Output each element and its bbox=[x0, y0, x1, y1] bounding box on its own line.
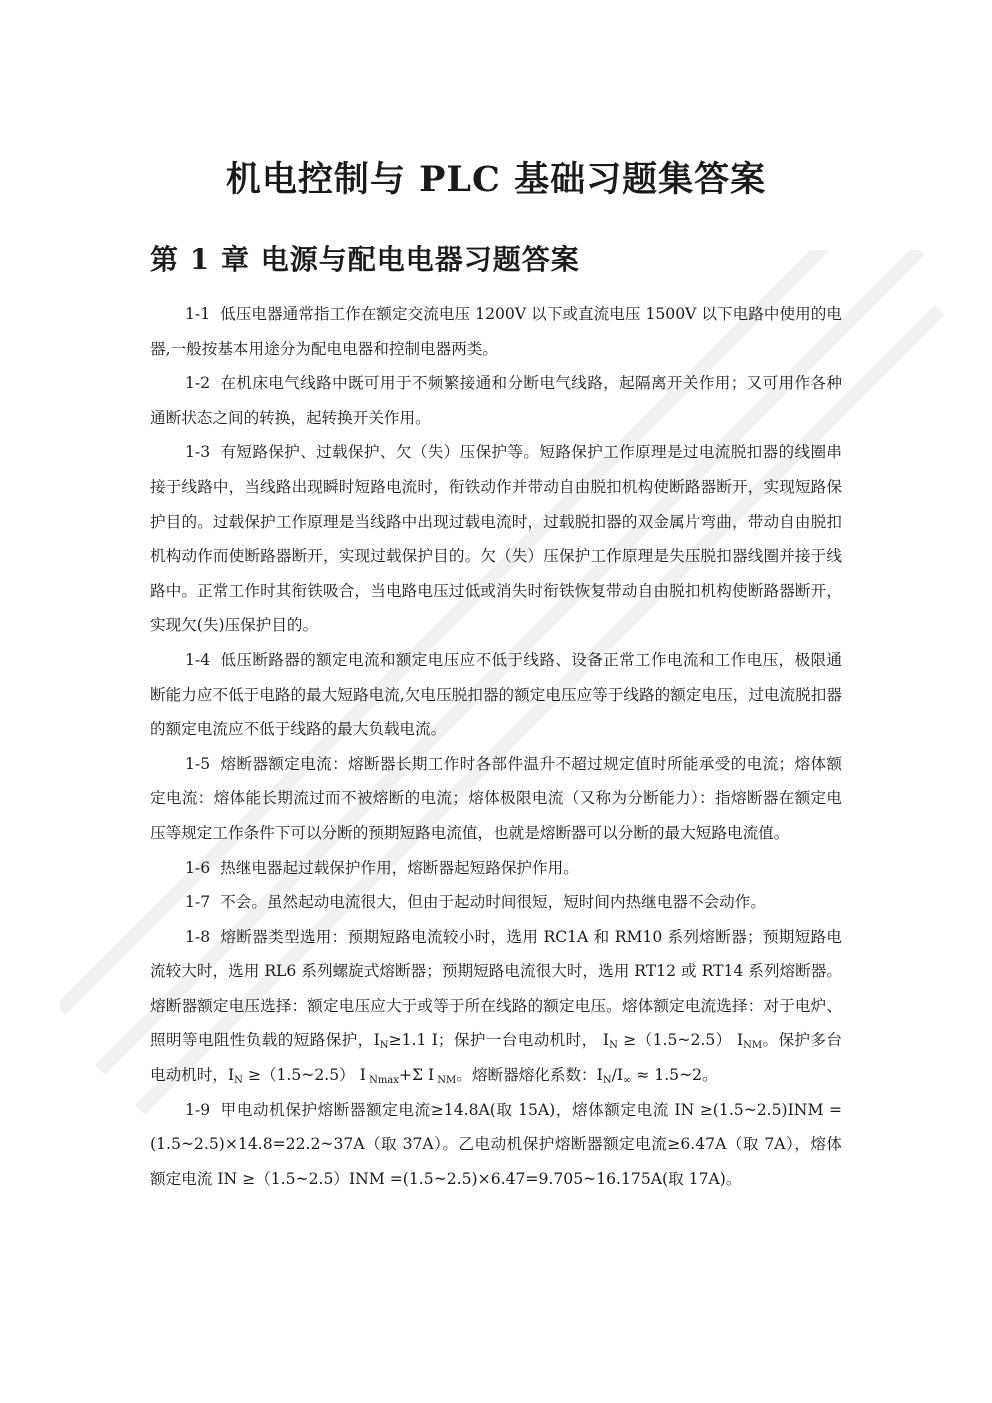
subscript: ∞ bbox=[622, 1075, 632, 1087]
subscript: NM bbox=[434, 1075, 457, 1087]
answer-1-9 bbox=[150, 1093, 842, 1197]
document-title: 机电控制与 PLC 基础习题集答案 bbox=[225, 159, 767, 200]
chapter-title: 第 1 章 电源与配电电器习题答案 bbox=[150, 243, 580, 276]
answer-number: 1-3 bbox=[185, 443, 211, 462]
text-run: ≥1.1 I；保护一台电动机时， I bbox=[388, 1031, 610, 1050]
answer-text: 甲电动机保护熔断器额定电流≥14.8A(取 15A)，熔体额定电流 IN ≥(1.5~2.5)INM =(1.5~2.5)×14.8=22.2~37A（取 37A）。乙电动机保护熔断器额定电流≥6.47A（取 7A），熔体额定电流 IN ≥（1.5~2.5）INM =(1.5~2.5)×6.47=9.705~16.175A(取 17A)。 bbox=[150, 1100, 842, 1188]
text-run: ≥（1.5~2.5） I bbox=[617, 1031, 744, 1050]
answer-number: 1-5 bbox=[185, 754, 211, 773]
answer-text: 在机床电气线路中既可用于不频繁接通和分断电气线路，起隔离开关作用；又可用作各种通断状态之间的转换，起转换开关作用。 bbox=[150, 374, 842, 427]
answer-number: 1-1 bbox=[185, 305, 211, 323]
answer-number: 1-7 bbox=[185, 893, 211, 912]
answer-number: 1-9 bbox=[185, 1100, 211, 1119]
text-run: 。熔断器熔化系数：I bbox=[456, 1066, 603, 1085]
answer-1-8 bbox=[150, 920, 842, 1093]
document-body bbox=[150, 297, 842, 1196]
answer-1-3 bbox=[150, 435, 842, 643]
answer-1-2 bbox=[150, 366, 842, 435]
answer-number: 1-6 bbox=[185, 858, 211, 877]
answer-1-1 bbox=[150, 297, 842, 366]
answer-number: 1-2 bbox=[185, 374, 211, 393]
subscript: N bbox=[609, 1040, 618, 1052]
answer-text: 熔断器额定电流：熔断器长期工作时各部件温升不超过规定值时所能承受的电流；熔体额定电流：熔体能长期流过而不被熔断的电流；熔体极限电流（又称为分断能力）：指熔断器在额定电压等规定工作条件下可以分断的预期短路电流值，也就是熔断器可以分断的最大短路电流值。 bbox=[150, 754, 842, 842]
answer-1-4 bbox=[150, 643, 842, 747]
text-run: ≥（1.5~2.5） I bbox=[242, 1066, 366, 1085]
answer-number: 1-4 bbox=[185, 650, 211, 669]
answer-1-7 bbox=[150, 885, 842, 920]
answer-text: 低压电器通常指工作在额定交流电压 1200V 以下或直流电压 1500V 以下电路中使用的电器,一般按基本用途分为配电电器和控制电器两类。 bbox=[150, 305, 842, 358]
answer-text: 有短路保护、过载保护、欠（失）压保护等。短路保护工作原理是过电流脱扣器的线圈串接于线路中，当线路出现瞬时短路电流时，衔铁动作并带动自由脱扣机构使断路器断开，实现短路保护目的。过载保护工作原理是当线路中出现过载电流时，过载脱扣器的双金属片弯曲，带动自由脱扣机构动作而使断路器断开，实现过载保护目的。欠（失）压保护工作原理是失压脱扣器线圈并接于线路中。正常工作时其衔铁吸合，当电路电压过低或消失时衔铁恢复带动自由脱扣机构使断路器断开，实现欠(失)压保护目的。 bbox=[150, 443, 842, 635]
answer-text: 热继电器起过载保护作用，熔断器起短路保护作用。 bbox=[220, 858, 579, 877]
text-run: /I bbox=[611, 1066, 623, 1085]
text-run: +Σ I bbox=[398, 1066, 435, 1085]
answer-number: 1-8 bbox=[185, 927, 211, 946]
text-run: 熔断器类型选用：预期短路电流较小时，选用 RC1A 和 RM10 系列熔断器；预期短路电流较大时，选用 RL6 系列螺旋式熔断器；预期短路电流很大时，选用 RT12 或 RT14 系列熔断器。熔断器额定电压选择：额定电压应大于或等于所在线路的额定电压。熔体额定电流选择：对于电炉、照明等电阻性负载的短路保护，I bbox=[150, 927, 842, 1050]
subscript: N bbox=[602, 1075, 612, 1087]
subscript: N bbox=[379, 1040, 389, 1052]
answer-text: 不会。虽然起动电流很大，但由于起动时间很短，短时间内热继电器不会动作。 bbox=[220, 893, 766, 912]
answer-text: 低压断路器的额定电流和额定电压应不低于线路、设备正常工作电流和工作电压，极限通断能力应不低于电路的最大短路电流,欠电压脱扣器的额定电压应等于线路的额定电压，过电流脱扣器的额定电流应不低于线路的最大负载电流。 bbox=[150, 650, 842, 739]
subscript: NM bbox=[743, 1040, 763, 1052]
text-run: 。保护多台电动机时，I bbox=[150, 1031, 842, 1085]
answer-1-5 bbox=[150, 747, 842, 851]
answer-1-6 bbox=[150, 851, 842, 886]
answer-text-rich bbox=[150, 927, 842, 1087]
subscript: Nmax bbox=[365, 1075, 399, 1087]
text-run: ≈ 1.5~2。 bbox=[631, 1066, 718, 1085]
subscript: N bbox=[234, 1075, 243, 1087]
